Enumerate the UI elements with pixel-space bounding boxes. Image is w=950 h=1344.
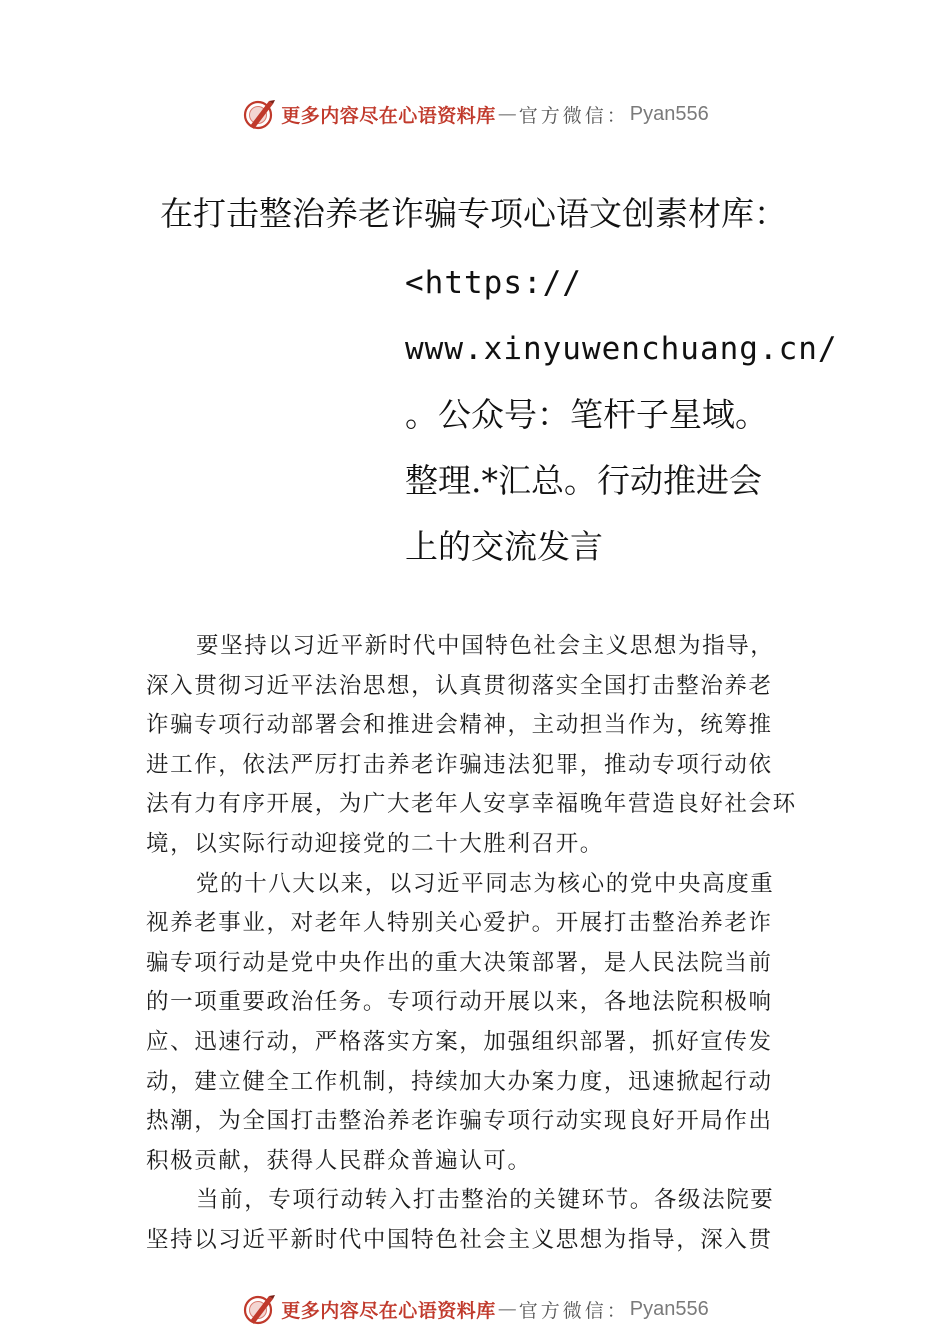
paragraph-3-line: 当前，专项行动转入打击整治的关键环节。各级法院要 xyxy=(196,1187,775,1214)
wechat-id: Pyan556 xyxy=(629,102,709,125)
title-line-5: 整理.*汇总。行动推进会 xyxy=(405,461,762,500)
title-line-url-part2: www.xinyuwenchuang.cn/ xyxy=(405,331,838,367)
title-line-url-part1: <https:// xyxy=(405,265,582,301)
paragraph-2-line: 积极贡献，获得人民群众普遍认可。 xyxy=(146,1147,532,1174)
pen-seal-icon xyxy=(241,96,277,132)
paragraph-1-line: 境，以实际行动迎接党的二十大胜利召开。 xyxy=(146,830,604,857)
watermark-dash: — xyxy=(497,1298,517,1320)
paragraph-2-line: 骗专项行动是党中央作出的重大决策部署，是人民法院当前 xyxy=(146,949,773,976)
paragraph-1-line: 诈骗专项行动部署会和推进会精神，主动担当作为，统筹推 xyxy=(146,712,773,739)
watermark-colon: ： xyxy=(606,104,626,127)
title-line-4: 。公众号：笔杆子星域。 xyxy=(405,395,768,434)
footer-watermark xyxy=(0,1289,950,1329)
paragraph-2-line: 视养老事业，对老年人特别关心爱护。开展打击整治养老诈 xyxy=(146,910,773,937)
title-line-6: 上的交流发言 xyxy=(405,527,603,566)
paragraph-1-line: 进工作，依法严厉打击养老诈骗违法犯罪，推动专项行动依 xyxy=(146,751,773,778)
paragraph-1-line: 深入贯彻习近平法治思想，认真贯彻落实全国打击整治养老 xyxy=(146,672,773,699)
document-title-continuation xyxy=(405,250,838,580)
paragraph-3-line: 坚持以习近平新时代中国特色社会主义思想为指导，深入贯 xyxy=(146,1226,773,1253)
paragraph-2-line: 应、迅速行动，严格落实方案，加强组织部署，抓好宣传发 xyxy=(146,1028,773,1055)
header-watermark xyxy=(0,94,950,134)
wechat-label: 官方微信 xyxy=(518,104,607,127)
paragraph-2-line: 党的十八大以来，以习近平同志为核心的党中央高度重 xyxy=(196,870,775,897)
library-name: 更多内容尽在心语资料库 xyxy=(281,1299,496,1322)
paragraph-1-line: 法有力有序开展，为广大老年人安享幸福晚年营造良好社会环 xyxy=(146,791,797,818)
document-body xyxy=(146,627,826,1261)
paragraph-1-line: 要坚持以习近平新时代中国特色社会主义思想为指导， xyxy=(196,633,775,659)
library-name: 更多内容尽在心语资料库 xyxy=(281,104,496,127)
watermark-colon: ： xyxy=(606,1299,626,1322)
pen-seal-icon xyxy=(241,1291,277,1327)
watermark-dash: — xyxy=(497,103,517,125)
wechat-id: Pyan556 xyxy=(629,1297,709,1320)
paragraph-2-line: 的一项重要政治任务。专项行动开展以来，各地法院积极响 xyxy=(146,989,773,1016)
paragraph-2-line: 动，建立健全工作机制，持续加大办案力度，迅速掀起行动 xyxy=(146,1068,773,1095)
paragraph-2-line: 热潮，为全国打击整治养老诈骗专项行动实现良好开局作出 xyxy=(146,1108,773,1135)
document-title-line-1: 在打击整治养老诈骗专项心语文创素材库： xyxy=(160,194,787,233)
wechat-label: 官方微信 xyxy=(518,1299,607,1322)
